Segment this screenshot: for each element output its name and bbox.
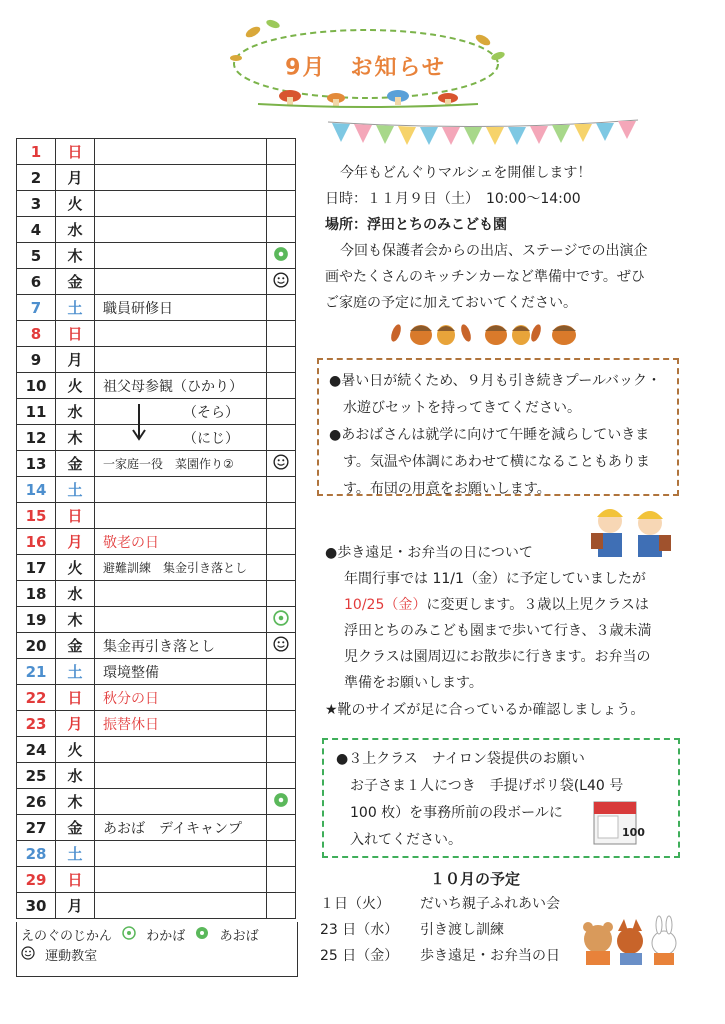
package-label: 100 xyxy=(622,826,645,839)
calendar-event: （そら） xyxy=(95,399,267,425)
calendar-row xyxy=(17,347,296,373)
aoba-icon xyxy=(267,243,296,269)
calendar-row xyxy=(17,295,296,321)
calendar-event xyxy=(95,269,267,295)
legend-aoba: あおば xyxy=(219,928,259,944)
calendar-event: 職員研修日 xyxy=(95,295,267,321)
calendar-event xyxy=(95,347,267,373)
calendar-icon-cell xyxy=(267,139,296,165)
calendar-weekday: 水 xyxy=(56,217,95,243)
calendar-icon-cell xyxy=(267,217,296,243)
bag-line-4: 入れてください。 xyxy=(350,832,462,848)
calendar-event xyxy=(95,243,267,269)
calendar-weekday: 木 xyxy=(56,425,95,451)
calendar-weekday: 月 xyxy=(56,893,95,919)
new-date: 10/25（金） xyxy=(344,597,427,613)
shoes-note: ★靴のサイズが足に合っているか確認しましょう。 xyxy=(325,702,645,718)
marche-headline: 今年もどんぐりマルシェを開催します！ xyxy=(340,165,592,181)
legend-wakaba: わかば xyxy=(146,928,186,944)
marche-place: 場所：浮田とちのみこども園 xyxy=(325,217,507,233)
calendar-day: 14 xyxy=(17,477,56,503)
calendar-day: 29 xyxy=(17,867,56,893)
calendar-row xyxy=(17,529,296,555)
calendar-day: 1 xyxy=(17,139,56,165)
calendar-row xyxy=(17,841,296,867)
aoba-icon xyxy=(267,789,296,815)
notice-line-5: す。布団の用意をお願いします。 xyxy=(343,481,551,497)
calendar-event xyxy=(95,503,267,529)
calendar-day: 25 xyxy=(17,763,56,789)
marche-body-3: ご家庭の予定に加えておいてください。 xyxy=(325,295,577,311)
calendar-icon-cell xyxy=(267,321,296,347)
calendar-day: 17 xyxy=(17,555,56,581)
calendar-event: 環境整備 xyxy=(95,659,267,685)
legend-exercise: 運動教室 xyxy=(45,948,98,964)
calendar-weekday: 土 xyxy=(56,841,95,867)
calendar-weekday: 月 xyxy=(56,529,95,555)
smile-icon xyxy=(267,451,296,477)
calendar-row xyxy=(17,373,296,399)
wakaba-icon xyxy=(267,607,296,633)
bag-line-1: ●３上クラス ナイロン袋提供のお願い xyxy=(336,751,585,767)
calendar-weekday: 日 xyxy=(56,139,95,165)
calendar-day: 24 xyxy=(17,737,56,763)
calendar-weekday: 月 xyxy=(56,347,95,373)
calendar-day: 22 xyxy=(17,685,56,711)
calendar-weekday: 水 xyxy=(56,581,95,607)
marche-body-2: 画やたくさんのキッチンカーなど準備中です。ぜひ xyxy=(325,269,645,285)
calendar-day: 18 xyxy=(17,581,56,607)
calendar-row xyxy=(17,685,296,711)
marche-body-1: 今回も保護者会からの出店、ステージでの出演企 xyxy=(340,243,648,259)
calendar-weekday: 火 xyxy=(56,373,95,399)
calendar-day: 27 xyxy=(17,815,56,841)
october-title: １０月の予定 xyxy=(430,870,521,888)
calendar-day: 11 xyxy=(17,399,56,425)
calendar-weekday: 火 xyxy=(56,555,95,581)
title-banner xyxy=(218,18,513,110)
calendar-event xyxy=(95,789,267,815)
calendar-legend xyxy=(16,922,298,977)
legend-label: えのぐのじかん xyxy=(21,928,113,944)
poly-bag-package-icon xyxy=(592,800,645,850)
calendar-event xyxy=(95,763,267,789)
september-calendar xyxy=(16,138,296,919)
calendar-day: 16 xyxy=(17,529,56,555)
calendar-weekday: 日 xyxy=(56,503,95,529)
calendar-icon-cell xyxy=(267,373,296,399)
notice-line-4: す。気温や体調にあわせて横になることもありま xyxy=(343,454,650,470)
animals-icon xyxy=(580,915,680,967)
calendar-day: 28 xyxy=(17,841,56,867)
notice-line-1: ●暑い日が続くため、９月も引き続きプールバック・ xyxy=(329,373,661,389)
calendar-event: あおば デイキャンプ xyxy=(95,815,267,841)
excursion-line-3: 浮田とちのみこども園まで歩いて行き、３歳未満 xyxy=(344,623,652,639)
october-item: 23 日（水） 引き渡し訓練 xyxy=(320,922,504,938)
calendar-weekday: 月 xyxy=(56,711,95,737)
calendar-event xyxy=(95,893,267,919)
calendar-day: 21 xyxy=(17,659,56,685)
calendar-weekday: 日 xyxy=(56,867,95,893)
calendar-row xyxy=(17,659,296,685)
calendar-day: 13 xyxy=(17,451,56,477)
marche-datetime: 日時：１１月９日（土） 10:00～14:00 xyxy=(325,191,581,207)
calendar-row xyxy=(17,139,296,165)
calendar-day: 23 xyxy=(17,711,56,737)
calendar-weekday: 火 xyxy=(56,191,95,217)
acorn-leaves-icon xyxy=(386,318,586,348)
calendar-weekday: 土 xyxy=(56,295,95,321)
calendar-day: 10 xyxy=(17,373,56,399)
bunting-icon xyxy=(328,118,638,148)
calendar-weekday: 金 xyxy=(56,633,95,659)
calendar-row xyxy=(17,789,296,815)
calendar-row xyxy=(17,425,296,451)
calendar-icon-cell xyxy=(267,399,296,425)
bag-line-3: 100 枚）を事務所前の段ボールに xyxy=(350,805,563,821)
calendar-day: 20 xyxy=(17,633,56,659)
calendar-row xyxy=(17,607,296,633)
calendar-icon-cell xyxy=(267,893,296,919)
calendar-day: 5 xyxy=(17,243,56,269)
calendar-icon-cell xyxy=(267,581,296,607)
calendar-event xyxy=(95,607,267,633)
october-item: 25 日（金） 歩き遠足・お弁当の日 xyxy=(320,948,560,964)
calendar-row xyxy=(17,165,296,191)
smile-icon xyxy=(267,269,296,295)
calendar-icon-cell xyxy=(267,815,296,841)
calendar-icon-cell xyxy=(267,165,296,191)
calendar-row xyxy=(17,737,296,763)
calendar-day: 12 xyxy=(17,425,56,451)
calendar-event: 振替休日 xyxy=(95,711,267,737)
calendar-day: 8 xyxy=(17,321,56,347)
notice-line-3: ●あおばさんは就学に向けて午睡を減らしていきま xyxy=(329,427,650,443)
calendar-weekday: 日 xyxy=(56,685,95,711)
calendar-weekday: 土 xyxy=(56,477,95,503)
calendar-day: 19 xyxy=(17,607,56,633)
calendar-event: 避難訓練 集金引き落とし xyxy=(95,555,267,581)
calendar-row xyxy=(17,217,296,243)
calendar-weekday: 木 xyxy=(56,243,95,269)
calendar-event xyxy=(95,165,267,191)
calendar-day: 4 xyxy=(17,217,56,243)
calendar-weekday: 金 xyxy=(56,269,95,295)
calendar-day: 3 xyxy=(17,191,56,217)
calendar-day: 26 xyxy=(17,789,56,815)
calendar-weekday: 水 xyxy=(56,763,95,789)
calendar-day: 6 xyxy=(17,269,56,295)
calendar-row xyxy=(17,477,296,503)
calendar-row xyxy=(17,867,296,893)
calendar-event: 集金再引き落とし xyxy=(95,633,267,659)
calendar-event xyxy=(95,191,267,217)
calendar-row xyxy=(17,191,296,217)
calendar-event xyxy=(95,139,267,165)
calendar-day: 9 xyxy=(17,347,56,373)
calendar-icon-cell xyxy=(267,529,296,555)
smile-icon xyxy=(21,946,35,966)
calendar-event xyxy=(95,581,267,607)
summer-notice-box xyxy=(317,358,679,496)
calendar-event: 一家庭一役 菜園作り② xyxy=(95,451,267,477)
calendar-row xyxy=(17,815,296,841)
calendar-event xyxy=(95,217,267,243)
calendar-event: 敬老の日 xyxy=(95,529,267,555)
calendar-row xyxy=(17,893,296,919)
aoba-icon xyxy=(195,926,209,946)
calendar-icon-cell xyxy=(267,425,296,451)
calendar-row xyxy=(17,503,296,529)
calendar-icon-cell xyxy=(267,555,296,581)
calendar-event: （にじ） xyxy=(95,425,267,451)
calendar-row xyxy=(17,321,296,347)
calendar-event xyxy=(95,321,267,347)
calendar-row xyxy=(17,399,296,425)
page-title: 9月 お知らせ xyxy=(285,55,446,81)
calendar-icon-cell xyxy=(267,503,296,529)
calendar-row xyxy=(17,633,296,659)
calendar-row xyxy=(17,763,296,789)
calendar-icon-cell xyxy=(267,841,296,867)
calendar-row xyxy=(17,269,296,295)
calendar-icon-cell xyxy=(267,867,296,893)
calendar-row xyxy=(17,555,296,581)
calendar-icon-cell xyxy=(267,191,296,217)
calendar-day: 15 xyxy=(17,503,56,529)
smile-icon xyxy=(267,633,296,659)
calendar-event xyxy=(95,737,267,763)
calendar-event: 秋分の日 xyxy=(95,685,267,711)
calendar-weekday: 月 xyxy=(56,165,95,191)
calendar-weekday: 木 xyxy=(56,789,95,815)
notice-line-2: 水遊びセットを持ってきてください。 xyxy=(343,400,581,416)
calendar-row xyxy=(17,581,296,607)
bag-line-2: お子さま１人につき 手提げポリ袋(L40 号 xyxy=(350,778,624,794)
calendar-row xyxy=(17,711,296,737)
children-icon xyxy=(585,503,677,563)
calendar-event xyxy=(95,477,267,503)
calendar-row xyxy=(17,243,296,269)
excursion-line-1: 年間行事では 11/1（金）に予定していましたが xyxy=(344,571,646,587)
calendar-weekday: 火 xyxy=(56,737,95,763)
calendar-weekday: 日 xyxy=(56,321,95,347)
calendar-weekday: 金 xyxy=(56,815,95,841)
calendar-icon-cell xyxy=(267,347,296,373)
calendar-event xyxy=(95,841,267,867)
calendar-weekday: 金 xyxy=(56,451,95,477)
down-arrow-icon xyxy=(131,402,147,442)
calendar-weekday: 水 xyxy=(56,399,95,425)
calendar-icon-cell xyxy=(267,763,296,789)
calendar-weekday: 木 xyxy=(56,607,95,633)
october-item: １日（火） だいち親子ふれあい会 xyxy=(320,896,560,912)
calendar-weekday: 土 xyxy=(56,659,95,685)
excursion-heading: ●歩き遠足・お弁当の日について xyxy=(325,545,533,561)
excursion-line-4: 児クラスは園周辺にお散歩に行きます。お弁当の xyxy=(344,649,651,665)
calendar-icon-cell xyxy=(267,659,296,685)
calendar-icon-cell xyxy=(267,685,296,711)
calendar-day: 2 xyxy=(17,165,56,191)
calendar-icon-cell xyxy=(267,295,296,321)
calendar-event xyxy=(95,867,267,893)
wakaba-icon xyxy=(122,926,136,946)
calendar-icon-cell xyxy=(267,477,296,503)
calendar-day: 7 xyxy=(17,295,56,321)
calendar-day: 30 xyxy=(17,893,56,919)
calendar-event: 祖父母参観（ひかり） xyxy=(95,373,267,399)
excursion-line-5: 準備をお願いします。 xyxy=(344,675,483,691)
calendar-icon-cell xyxy=(267,737,296,763)
calendar-icon-cell xyxy=(267,711,296,737)
excursion-line-2: 10/25（金）に変更します。３歳以上児クラスは xyxy=(344,597,649,613)
calendar-row xyxy=(17,451,296,477)
